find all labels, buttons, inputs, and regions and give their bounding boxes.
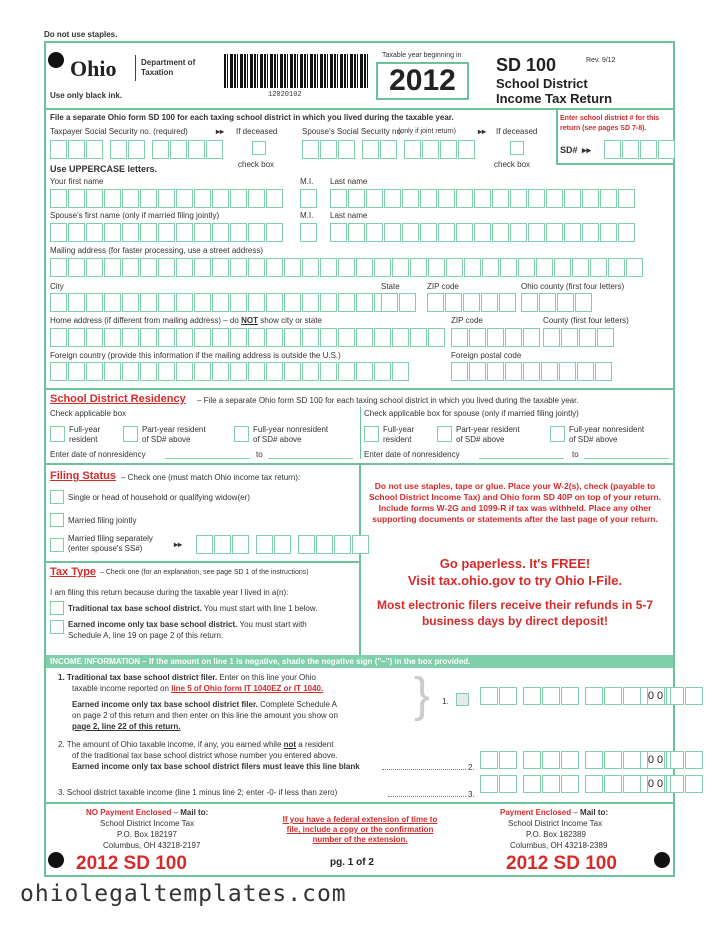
uppercase-note: Use UPPERCASE letters. [50, 164, 158, 174]
registration-mark-left-icon [48, 852, 64, 868]
spouse-to-label: to [572, 450, 579, 459]
mfs-spouse-ssn-input[interactable] [196, 535, 370, 554]
ohio-logo: Ohio [70, 56, 117, 81]
spouse-part-year-resident-checkbox[interactable] [437, 426, 452, 442]
residency-note: – File a separate Ohio form SD 100 for each taxing school district in which you lived during the taxable year. [197, 396, 579, 405]
page-number: pg. 1 of 2 [330, 857, 374, 868]
city-input[interactable] [50, 293, 392, 312]
spouse-last-name-input[interactable] [330, 223, 636, 242]
earned-income-label-2: Schedule A, line 19 on page 2 of this return. [68, 631, 224, 640]
sd-label: SD# [560, 145, 578, 155]
tax-type-title: Tax Type [50, 566, 97, 578]
taxable-year-label: Taxable year beginning in [382, 52, 462, 59]
pay-address-2: P.O. Box 182389 [526, 830, 586, 839]
refund-promo: Most electronic filers receive their refunds in 5-7 business days by direct deposit! [376, 598, 654, 628]
mfj-label: Married filing jointly [68, 516, 137, 525]
separate-return-instruction: File a separate Ohio form SD 100 for each taxing school district in which you lived during the taxable year. [50, 113, 454, 122]
taxpayer-deceased-checkbox[interactable] [252, 141, 266, 155]
mfs-arrow-icon: ▸▸ [174, 540, 183, 549]
visit-ohio-ifile: Visit tax.ohio.gov to try Ohio I-File. [407, 573, 623, 588]
spouse-mi-label: M.I. [300, 211, 314, 220]
barcode-number: 12020102 [268, 91, 302, 99]
home-address-label: Home address (if different from mailing address) – do NOT show city or state [50, 316, 322, 325]
sd-arrow-icon: ▸▸ [582, 145, 592, 155]
first-name-label: Your first name [50, 177, 104, 186]
barcode [224, 54, 369, 88]
ink-note: Use only black ink. [50, 91, 123, 100]
home-address-input[interactable] [50, 328, 446, 347]
county-input[interactable] [521, 293, 593, 312]
sp-opt1a: Full-year [383, 425, 415, 434]
mfs-label-b: (enter spouse's SS#) [68, 544, 143, 553]
spouse-ssn-note: (only if joint return) [398, 128, 456, 135]
mailing-address-label: Mailing address (for faster processing, use a street address) [50, 246, 263, 255]
spouse-mi-input[interactable] [300, 223, 318, 242]
nonresidency-date-label: Enter date of nonresidency [50, 450, 146, 459]
zip-label: ZIP code [427, 282, 459, 291]
line2-leader [382, 769, 466, 770]
brace-icon: } [414, 669, 431, 722]
home-county-input[interactable] [543, 328, 615, 347]
spouse-deceased-checkbox[interactable] [510, 141, 524, 155]
foreign-postal-label: Foreign postal code [451, 351, 522, 360]
single-label: Single or head of household or qualifying widow(er) [68, 493, 250, 502]
line3-number: 3. [468, 790, 475, 799]
registration-mark-icon [48, 52, 64, 68]
sp-opt2b: of SD# above [456, 435, 505, 444]
foreign-country-input[interactable] [50, 362, 410, 381]
residency-split [360, 407, 361, 459]
spouse-if-deceased-label: If deceased [496, 127, 538, 136]
extension-note: If you have a federal extension of time to file, include a copy or the confirmation number of the extension. [282, 815, 438, 844]
line2-a: 2. The amount of Ohio taxable income, if any, you earned while not a resident [58, 740, 334, 749]
line2-number: 2. [468, 763, 475, 772]
line1-cents: 0 0 [640, 687, 671, 705]
footer-divider [46, 802, 673, 804]
revision: Rev. 9/12 [586, 57, 616, 64]
mi-input[interactable] [300, 189, 318, 208]
registration-mark-right-icon [654, 852, 670, 868]
tax-year: 2012 [376, 62, 469, 100]
form-title-2: Income Tax Return [496, 91, 613, 106]
state-input[interactable] [381, 293, 417, 312]
filing-split [359, 463, 361, 655]
line3-cents: 0 0 [640, 775, 671, 793]
line1-d: on page 2 of this return and then enter on this line the amount you show on [72, 711, 338, 720]
go-paperless: Go paperless. It's FREE! [439, 556, 591, 571]
foreign-country-label: Foreign country (provide this information if the mailing address is outside the U.S.) [50, 351, 341, 360]
nonres-date-to-input[interactable] [268, 458, 353, 459]
nopay-address-3: Columbus, OH 43218-2197 [103, 841, 201, 850]
tax-type-note: – Check one (for an explanation, see page SD 1 of the instructions) [100, 569, 309, 576]
filing-status-note: – Check one (must match Ohio income tax return): [121, 473, 301, 482]
taxpayer-ssn-input[interactable] [50, 140, 224, 159]
spouse-last-name-label: Last name [330, 211, 368, 220]
payment-title: Payment Enclosed – Mail to: [500, 808, 609, 817]
mi-label: M.I. [300, 177, 314, 186]
earned-income-label: Earned income only tax base school district. You must start with [68, 620, 307, 629]
opt2a: Part-year resident [142, 425, 206, 434]
mfs-checkbox[interactable] [50, 538, 64, 552]
last-name-label: Last name [330, 177, 368, 186]
sp-opt3b: of SD# above [569, 435, 618, 444]
state-label: State [381, 282, 400, 291]
deceased-arrow-icon: ▸▸ [216, 127, 225, 136]
tax-type-intro: I am filing this return because during the taxable year I lived in a(n): [50, 588, 289, 597]
sp-opt3a: Full-year nonresident [569, 425, 645, 434]
county-label: Ohio county (first four letters) [521, 282, 625, 291]
spouse-ssn-label: Spouse's Social Security no. [302, 127, 404, 136]
home-zip-label: ZIP code [451, 316, 483, 325]
sd-note: Enter school district # for this return (see pages SD 7-8). [560, 115, 660, 132]
check-applicable-label: Check applicable box [50, 409, 127, 418]
mfj-checkbox[interactable] [50, 513, 64, 527]
residency-divider [46, 388, 673, 390]
check-box-label: check box [238, 160, 275, 169]
mfs-label-a: Married filing separately [68, 534, 153, 543]
line1-c: Earned income only tax base school district filer. Complete Schedule A [72, 700, 338, 709]
last-name-input[interactable] [330, 189, 636, 208]
spouse-deceased-arrow-icon: ▸▸ [478, 127, 487, 136]
pay-address-3: Columbus, OH 43218-2389 [510, 841, 608, 850]
logo-divider [135, 55, 136, 81]
line3-label: 3. School district taxable income (line 1 minus line 2; enter -0- if less than zero) [58, 788, 338, 797]
spouse-nonres-date-to-input[interactable] [584, 458, 669, 459]
sp-opt2a: Part-year resident [456, 425, 520, 434]
check-spouse-label: Check applicable box for spouse (only if married filing jointly) [364, 409, 579, 418]
nopay-address-1: School District Income Tax [100, 819, 195, 828]
single-checkbox[interactable] [50, 490, 64, 504]
form-id-right: 2012 SD 100 [506, 853, 617, 874]
nopay-address-2: P.O. Box 182197 [117, 830, 177, 839]
dept-line2: Taxation [141, 68, 174, 77]
opt1b: resident [69, 435, 98, 444]
traditional-checkbox[interactable] [50, 601, 64, 615]
dept-line1: Department of [141, 58, 196, 67]
no-staples-note: Do not use staples. [44, 30, 118, 39]
full-year-nonresident-checkbox[interactable] [234, 426, 249, 442]
spouse-check-box-label: check box [494, 160, 531, 169]
first-name-input[interactable] [50, 189, 284, 208]
tax-type-divider [46, 561, 361, 563]
home-zip-input[interactable] [451, 328, 541, 347]
pay-address-1: School District Income Tax [508, 819, 603, 828]
watermark-url: ohiolegaltemplates.com [20, 881, 347, 907]
line3-leader [388, 796, 466, 797]
spouse-full-year-nonresident-checkbox[interactable] [550, 426, 565, 442]
opt3b: of SD# above [253, 435, 302, 444]
sp-opt1b: resident [383, 435, 412, 444]
opt2b: of SD# above [142, 435, 191, 444]
line1-number: 1. [442, 697, 449, 706]
spouse-first-name-label: Spouse's first name (only if married filing jointly) [50, 211, 220, 220]
line1-b: taxable income reported on line 5 of Ohio form IT 1040EZ or IT 1040. [72, 684, 324, 693]
foreign-postal-input[interactable] [451, 362, 613, 381]
home-county-label: County (first four letters) [543, 316, 629, 325]
full-year-resident-checkbox[interactable] [50, 426, 65, 442]
no-payment-title: NO Payment Enclosed – Mail to: [86, 808, 209, 817]
line2-cents: 0 0 [640, 751, 671, 769]
line2-b: of the traditional tax base school district whose number you entered above. [72, 751, 338, 760]
residency-title: School District Residency [50, 393, 186, 405]
negative-sign-box[interactable] [456, 693, 469, 706]
spouse-full-year-resident-checkbox[interactable] [364, 426, 379, 442]
form-number: SD 100 [496, 55, 557, 75]
income-info-bar: INCOME INFORMATION – If the amount on line 1 is negative, shade the negative sign ("–") in the box provided. [46, 655, 673, 668]
filing-status-title: Filing Status [50, 470, 116, 482]
taxpayer-ssn-label: Taxpayer Social Security no. (required) [50, 127, 188, 136]
nonres-date-from-input[interactable] [165, 458, 250, 459]
staples-instructions: Do not use staples, tape or glue. Place your W-2(s), check (payable to School District Income Tax) and Ohio form SD 40P on top of your return. Include forms W-2G and 1099-R if tax was withheld. Place any other supporting documents or statements after the last page of your return. [368, 481, 662, 524]
form-id-left: 2012 SD 100 [76, 853, 187, 874]
spouse-nonresidency-date-label: Enter date of nonresidency [364, 450, 460, 459]
city-label: City [50, 282, 64, 291]
line1-label: 1. Traditional tax base school district filer. Enter on this line your Ohio [58, 673, 316, 682]
zip-input[interactable] [427, 293, 517, 312]
to-label: to [256, 450, 263, 459]
if-deceased-label: If deceased [236, 127, 278, 136]
earned-income-checkbox[interactable] [50, 620, 64, 634]
form-title-1: School District [496, 76, 588, 91]
opt3a: Full-year nonresident [253, 425, 329, 434]
sd-number-input[interactable] [604, 140, 676, 159]
spouse-ssn-input[interactable] [302, 140, 476, 159]
traditional-label: Traditional tax base school district. You must start with line 1 below. [68, 604, 318, 613]
spouse-first-name-input[interactable] [50, 223, 284, 242]
spouse-nonres-date-from-input[interactable] [479, 458, 564, 459]
part-year-resident-checkbox[interactable] [123, 426, 138, 442]
line1-link2: page 2, line 22 of this return. [72, 722, 181, 731]
mailing-address-input[interactable] [50, 258, 644, 277]
opt1a: Full-year [69, 425, 101, 434]
line2-red: Earned income only tax base school district filers must leave this line blank [72, 762, 360, 771]
